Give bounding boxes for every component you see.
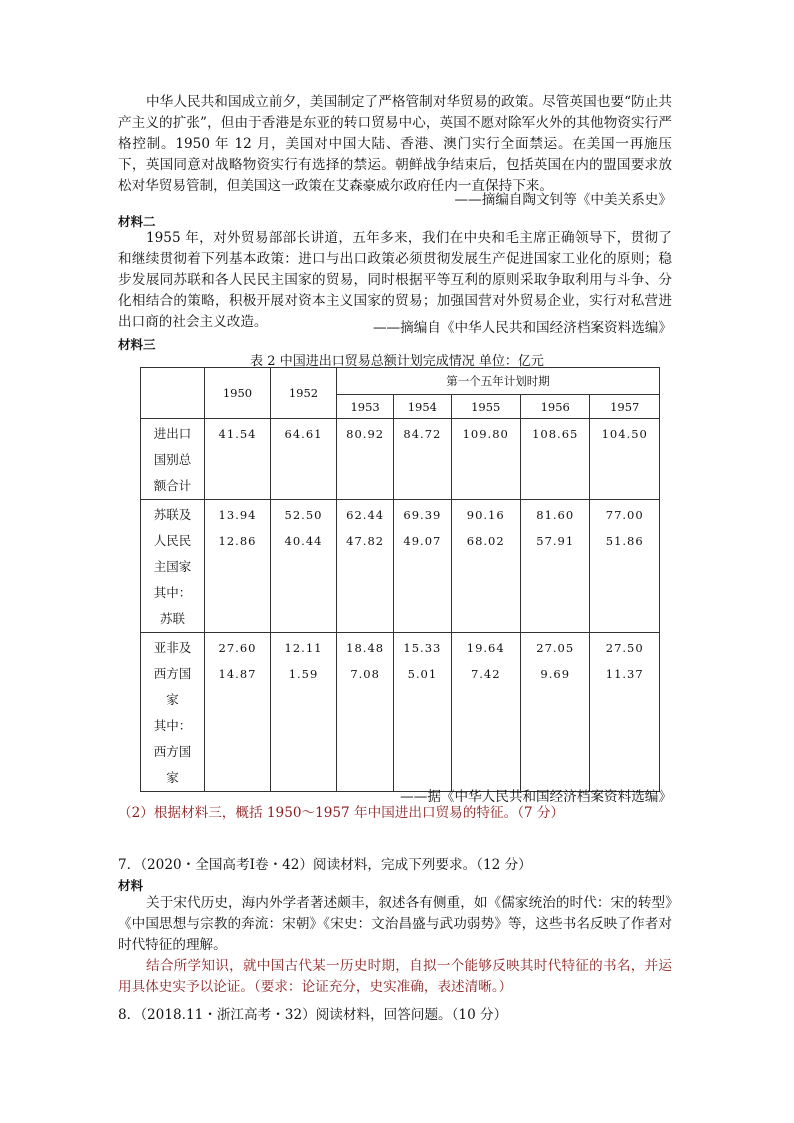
cell-value: 9.69 (540, 667, 571, 681)
table-cell (394, 500, 451, 633)
material3-source: ——据《中华人民共和国经济档案资料选编》 (400, 789, 672, 805)
trade-table (140, 367, 660, 792)
material1-source: ——摘编自陶文钊等《中美关系史》 (454, 192, 672, 208)
material2-source: ——摘编自《中华人民共和国经济档案资料选编》 (372, 320, 672, 336)
cell-value: 5.01 (407, 667, 438, 681)
row-label-line: 家 (166, 770, 179, 785)
header-year: 1952 (271, 368, 337, 419)
cell-value: 7.42 (470, 667, 501, 681)
cell-value: 18.48 (346, 641, 385, 655)
cell-value: 27.05 (536, 641, 575, 655)
table-cell (271, 633, 337, 792)
table-caption: 表 2 中国进出口贸易总额计划完成情况 单位：亿元 (250, 354, 544, 369)
row-label-line: 国别总 (153, 452, 192, 467)
table-cell (205, 419, 271, 500)
row-label-line: 额合计 (153, 478, 192, 493)
row-label-line: 亚非及 (153, 640, 192, 655)
table-cell (394, 633, 451, 792)
row-label-line: 人民民 (153, 533, 192, 548)
row-label-line: 其中： (153, 585, 192, 600)
cell-value: 90.16 (466, 508, 505, 522)
table-row (141, 633, 660, 792)
table-cell (271, 419, 337, 500)
row-label-line: 西方国 (153, 666, 192, 681)
cell-value: 12.86 (218, 534, 257, 548)
table-cell (520, 633, 589, 792)
table-cell (451, 419, 520, 500)
table-cell (520, 419, 589, 500)
row-label-line: 家 (166, 692, 179, 707)
q7-text: 关于宋代历史，海内外学者著述颇丰，叙述各有侧重，如《儒家统治的时代：宋的转型》《中国思想与宗教的奔流：宋朝》《宋史：文治昌盛与武功弱势》等，这些书名反映了作者对时代特征的理解。 (118, 895, 672, 953)
row-label-line: 苏联 (159, 611, 185, 626)
question-2: （2）根据材料三，概括 1950～1957 年中国进出口贸易的特征。（7 分） (118, 805, 565, 821)
cell-value: 15.33 (403, 641, 442, 655)
material2-label: 材料二 (118, 214, 156, 229)
cell-value: 11.37 (605, 667, 644, 681)
row-label-line: 苏联及 (153, 507, 192, 522)
material3-label: 材料三 (118, 337, 156, 352)
table-cell (394, 419, 451, 500)
header-year: 1955 (451, 395, 520, 419)
table-cell (337, 419, 394, 500)
cell-value: 108.65 (532, 427, 579, 441)
header-year: 1953 (337, 395, 394, 419)
cell-value: 51.86 (605, 534, 644, 548)
cell-value: 47.82 (346, 534, 385, 548)
cell-value: 104.50 (601, 427, 648, 441)
row-label (141, 500, 205, 633)
cell-value: 68.02 (466, 534, 505, 548)
row-label-line: 主国家 (153, 559, 192, 574)
cell-value: 14.87 (218, 667, 257, 681)
cell-value: 13.94 (218, 508, 257, 522)
table-row (141, 419, 660, 500)
cell-value: 81.60 (536, 508, 575, 522)
cell-value: 52.50 (284, 508, 323, 522)
header-period: 第一个五年计划时期 (337, 368, 660, 395)
q7-title: 7．（2020・全国高考Ⅰ卷・42）阅读材料，完成下列要求。（12 分） (118, 857, 532, 873)
table-cell (451, 633, 520, 792)
material1-text: 中华人民共和国成立前夕，美国制定了严格管制对华贸易的政策。尽管英国也要“防止共产主义的扩张”，但由于香港是东亚的转口贸易中心，英国不愿对除军火外的其他物资实行严格控制。1950 年 12 月，美国对中国大陆、香港、澳门实行全面禁运。在美国一再施压下，英国同意对战略物资实行有选择的禁运。朝鲜战争结束后，包括英国在内的盟国要求放松对华贸易管制，但美国这一政策在艾森豪威尔政府任内一直保持下来。 (118, 94, 672, 194)
row-label (141, 633, 205, 792)
row-label-line: 进出口 (153, 426, 192, 441)
q8-title: 8．（2018.11・浙江高考・32）阅读材料，回答问题。（10 分） (118, 1007, 508, 1023)
table-cell (337, 500, 394, 633)
row-label-line: 其中： (153, 718, 192, 733)
cell-value: 62.44 (346, 508, 385, 522)
cell-value: 109.80 (462, 427, 509, 441)
header-year: 1957 (590, 395, 660, 419)
cell-value: 12.11 (284, 641, 323, 655)
table-cell (271, 500, 337, 633)
cell-value: 19.64 (466, 641, 505, 655)
table-cell (590, 500, 660, 633)
cell-value: 80.92 (346, 427, 385, 441)
cell-value: 27.50 (605, 641, 644, 655)
cell-value: 27.60 (218, 641, 257, 655)
table-cell (590, 419, 660, 500)
material2-text: 1955 年，对外贸易部部长讲道，五年多来，我们在中央和毛主席正确领导下，贯彻了和继续贯彻着下列基本政策：进口与出口政策必须贯彻发展生产促进国家工业化的原则；稳步发展同苏联和各人民民主国家的贸易，同时根据平等互利的原则采取争取利用与斗争、分化相结合的策略，积极开展对资本主义国家的贸易；加强国营对外贸易企业，实行对私营进出口商的社会主义改造。 (118, 230, 672, 330)
table-row (141, 500, 660, 633)
row-label (141, 419, 205, 500)
row-label-line: 西方国 (153, 744, 192, 759)
cell-value: 57.91 (536, 534, 575, 548)
cell-value: 7.08 (350, 667, 380, 681)
table-corner (141, 368, 205, 419)
header-year: 1956 (520, 395, 589, 419)
cell-value: 41.54 (218, 427, 257, 441)
table-cell (520, 500, 589, 633)
cell-value: 40.44 (284, 534, 323, 548)
table-cell (337, 633, 394, 792)
q7-task: 结合所学知识，就中国古代某一历史时期，自拟一个能够反映其时代特征的书名，并运用具体史实予以论证。（要求：论证充分，史实准确，表述清晰。） (118, 958, 672, 995)
header-year: 1950 (205, 368, 271, 419)
cell-value: 49.07 (403, 534, 442, 548)
table-cell (205, 500, 271, 633)
q7-material-label: 材料 (118, 878, 144, 893)
table-cell (205, 633, 271, 792)
cell-value: 84.72 (403, 427, 442, 441)
cell-value: 69.39 (403, 508, 442, 522)
table-cell (590, 633, 660, 792)
header-year: 1954 (394, 395, 451, 419)
table-cell (451, 500, 520, 633)
cell-value: 1.59 (288, 667, 319, 681)
cell-value: 77.00 (605, 508, 644, 522)
cell-value: 64.61 (284, 427, 323, 441)
